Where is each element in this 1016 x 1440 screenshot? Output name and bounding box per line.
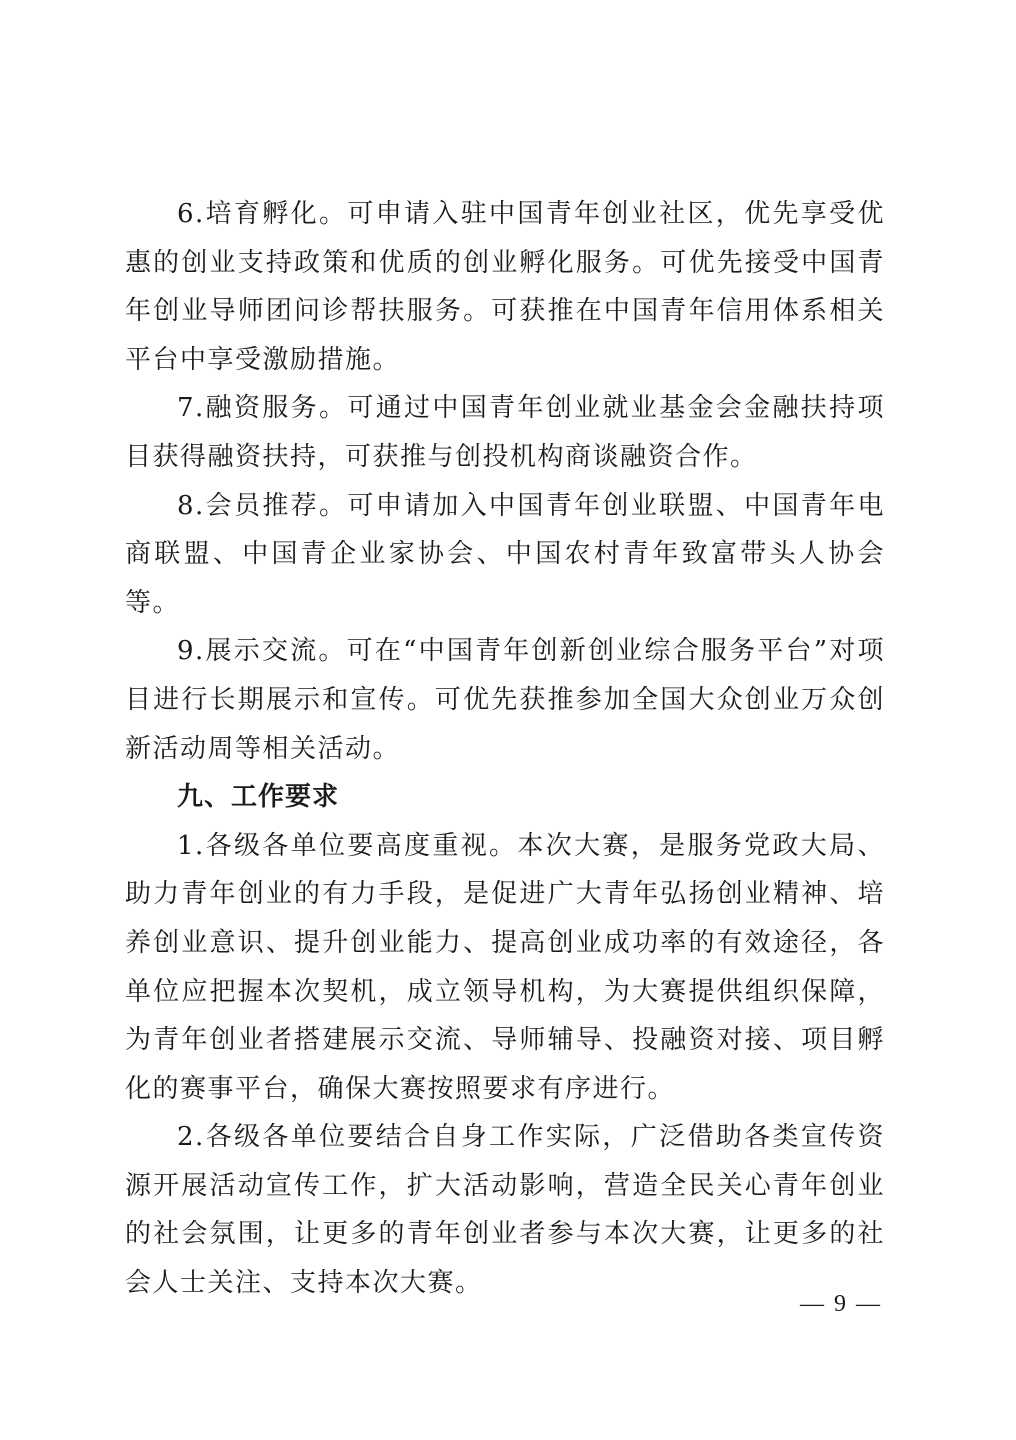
paragraph-incubation: 6.培育孵化。可申请入驻中国青年创业社区，优先享受优惠的创业支持政策和优质的创业孵化服务。可优先接受中国青年创业导师团问诊帮扶服务。可获推在中国青年信用体系相关平台中享受激励措施。 [125, 199, 885, 375]
paragraph-requirement-1: 1.各级各单位要高度重视。本次大赛，是服务党政大局、助力青年创业的有力手段，是促进广大青年弘扬创业精神、培养创业意识、提升创业能力、提高创业成功率的有效途径，各单位应把握本次契机，成立领导机构，为大赛提供组织保障，为青年创业者搭建展示交流、导师辅导、投融资对接、项目孵化的赛事平台，确保大赛按照要求有序进行。 [125, 830, 885, 1104]
document-body [125, 190, 885, 1308]
paragraph-exhibition: 9.展示交流。可在“中国青年创新创业综合服务平台”对项目进行长期展示和宣传。可优先获推参加全国大众创业万众创新活动周等相关活动。 [125, 636, 885, 764]
paragraph-requirement-2: 2.各级各单位要结合自身工作实际，广泛借助各类宣传资源开展活动宣传工作，扩大活动影响，营造全民关心青年创业的社会氛围，让更多的青年创业者参与本次大赛，让更多的社会人士关注、支持本次大赛。 [125, 1122, 885, 1299]
paragraph-financing: 7.融资服务。可通过中国青年创业就业基金会金融扶持项目获得融资扶持，可获推与创投机构商谈融资合作。 [125, 393, 885, 472]
page-number: — 9 — [800, 1291, 882, 1317]
section-heading: 九、工作要求 [177, 782, 340, 813]
paragraph-membership: 8.会员推荐。可申请加入中国青年创业联盟、中国青年电商联盟、中国青企业家协会、中国农村青年致富带头人协会等。 [125, 490, 885, 618]
